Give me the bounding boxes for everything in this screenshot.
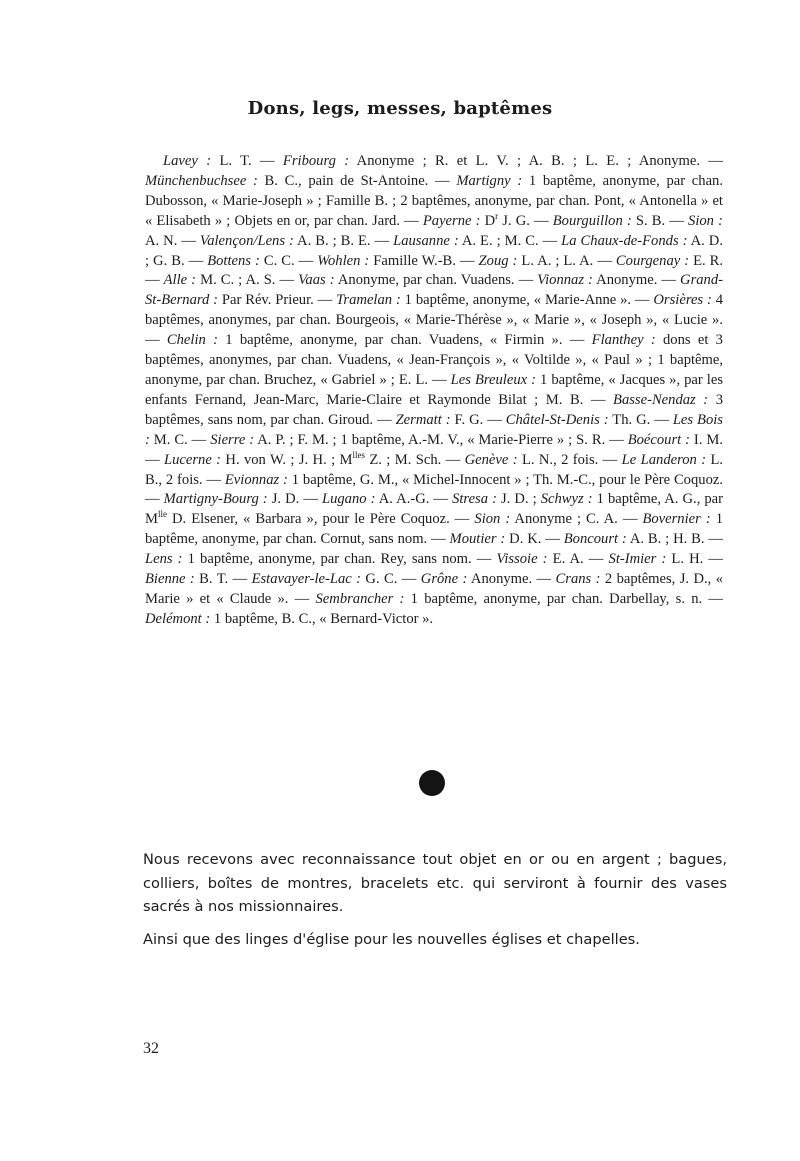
donation-entry bbox=[564, 531, 723, 547]
entry-text: A. E. ; M. C. — bbox=[458, 232, 562, 249]
entry-text: Th. G. — bbox=[608, 411, 673, 428]
entry-text: 1 baptême, « Jacques », par les enfants Fernand, Jean-Marc, Marie-Claire et Raymonde Bilat ; M. B. — bbox=[145, 371, 724, 408]
donation-entry bbox=[200, 233, 393, 249]
entry-place: Genève : bbox=[464, 451, 518, 468]
entry-place: Estavayer-le-Lac : bbox=[251, 571, 362, 588]
entry-place: Stresa : bbox=[452, 491, 497, 508]
donation-entry bbox=[450, 531, 564, 547]
entry-text: Anonyme ; C. A. — bbox=[510, 511, 643, 528]
entry-place: Wohlen : bbox=[317, 252, 370, 269]
donation-entry bbox=[145, 571, 252, 587]
entry-place: Martigny-Bourg : bbox=[163, 491, 268, 508]
entry-place: Grand-St-Bernard : bbox=[145, 272, 724, 309]
donation-entry bbox=[465, 452, 622, 468]
entry-text: J. G. — bbox=[498, 212, 553, 229]
donation-entry bbox=[145, 173, 456, 189]
entry-place: Alle : bbox=[163, 272, 197, 289]
entry-place: Evionnaz : bbox=[224, 471, 288, 488]
entry-place: Vaas : bbox=[298, 272, 335, 289]
entry-text: Anonyme ; R. et L. V. ; A. B. ; L. E. ; Anonyme. — bbox=[349, 153, 723, 169]
entry-place: Delémont : bbox=[145, 610, 211, 627]
entry-place: Courgenay : bbox=[615, 252, 690, 269]
entry-text: A. B. ; B. E. — bbox=[293, 232, 394, 249]
entry-text: I. M. — bbox=[145, 431, 723, 468]
entry-place: Zermatt : bbox=[395, 411, 451, 428]
entry-place: Sembrancher : bbox=[315, 590, 405, 607]
entry-place: Fribourg : bbox=[282, 153, 350, 169]
entry-text: M. C. — bbox=[149, 431, 211, 448]
entry-place: Vissoie : bbox=[496, 551, 548, 568]
entry-text: A. D. ; G. B. — bbox=[145, 232, 723, 269]
entry-text: 2 baptêmes, J. D., « Marie » et « Claude ». — bbox=[145, 571, 723, 607]
entry-text: B. C., pain de St-Antoine. — bbox=[257, 172, 457, 189]
entry-text: Famille W.-B. — bbox=[369, 252, 479, 269]
entry-text: D. Elsener, « Barbara », pour le Père Coquoz. — bbox=[166, 511, 475, 528]
entry-place: Boncourt : bbox=[563, 531, 627, 548]
donation-entry bbox=[474, 511, 642, 527]
entry-text: A. P. ; F. M. ; 1 baptême, A.-M. V., « Marie-Pierre » ; S. R. — bbox=[254, 431, 628, 448]
entry-place: Bovernier : bbox=[642, 511, 711, 528]
entry-text: E. R. — bbox=[145, 252, 724, 289]
donation-entry bbox=[497, 551, 609, 567]
entry-superscript: lles bbox=[352, 449, 365, 460]
entry-place: Tramelan : bbox=[336, 292, 401, 309]
entry-text: C. C. — bbox=[259, 252, 318, 269]
entry-text: 4 baptêmes, anonymes, par chan. Bourgeois, « Marie-Thérèse », « Marie », « Joseph », « Lucie ». — bbox=[145, 292, 724, 349]
entry-place: Lavey : bbox=[163, 153, 212, 169]
entry-text: J. D. ; bbox=[496, 491, 541, 508]
donation-entry bbox=[452, 491, 541, 507]
appeal-paragraph-2: Ainsi que des linges d'église pour les nouvelles églises et chapelles. bbox=[143, 931, 640, 948]
entry-text: B. T. — bbox=[194, 571, 252, 588]
entry-text: D. K. — bbox=[505, 531, 564, 548]
entry-text: 1 baptême, anonyme, par chan. Rey, sans nom. — bbox=[182, 551, 497, 568]
donation-entry bbox=[298, 272, 537, 288]
donation-entry bbox=[164, 272, 299, 288]
entry-place: Lens : bbox=[145, 551, 183, 568]
entry-text: Par Rév. Prieur. — bbox=[218, 292, 337, 309]
entry-text: F. G. — bbox=[450, 411, 506, 428]
entry-place: Payerne : bbox=[422, 212, 481, 229]
donation-entry bbox=[506, 412, 673, 428]
donation-entry bbox=[537, 272, 680, 288]
entry-text: A. N. — bbox=[145, 232, 200, 249]
entry-text: 1 baptême, anonyme, par chan. Dubosson, « Marie-Joseph » ; Famille B. ; 2 baptêmes, anonyme, par chan. Pont, « Antonella » et « Elisabeth » ; Objets en or, par chan. Jard. — bbox=[145, 172, 723, 229]
entry-text: 3 baptêmes, sans nom, par chan. Giroud. — bbox=[145, 391, 723, 428]
donation-entry bbox=[252, 571, 421, 587]
entry-place: St-Imier : bbox=[608, 551, 667, 568]
entry-place: Grône : bbox=[420, 571, 468, 588]
donation-entry bbox=[163, 449, 465, 468]
entry-text: L. N., 2 fois. — bbox=[517, 451, 622, 468]
entry-place: Münchenbuchsee : bbox=[145, 172, 258, 189]
donation-entry bbox=[317, 253, 478, 269]
entry-text: S. B. — bbox=[631, 212, 689, 229]
entry-place: Lausanne : bbox=[393, 232, 459, 249]
entry-place: Moutier : bbox=[449, 531, 506, 548]
entry-text: 1 baptême, anonyme, par chan. Vuadens, « Firmin ». — bbox=[217, 332, 592, 349]
entry-place: Lucerne : bbox=[163, 451, 222, 468]
entry-text: Anonyme, par chan. Vuadens. — bbox=[334, 272, 538, 289]
entry-place: Sion : bbox=[688, 212, 723, 229]
appeal-paragraph-1: Nous recevons avec reconnaissance tout objet en or ou en argent ; bagues, colliers, boîtes de montres, bracelets etc. qui serviront à fournir des vases sacrés à nos missionnaires. bbox=[143, 851, 727, 915]
donation-entry bbox=[207, 253, 317, 269]
entry-place: Boécourt : bbox=[627, 431, 690, 448]
donation-entry bbox=[322, 491, 452, 507]
entry-superscript: r bbox=[495, 210, 499, 221]
entry-place: Schwyz : bbox=[540, 491, 593, 508]
donation-entry bbox=[421, 571, 556, 587]
donation-entry bbox=[163, 153, 283, 169]
donation-entry bbox=[553, 213, 688, 229]
donation-entry bbox=[210, 432, 627, 448]
donation-entry bbox=[316, 591, 724, 607]
entry-place: Chelin : bbox=[166, 332, 218, 349]
entry-place: Martigny : bbox=[456, 172, 523, 189]
entry-text: 1 baptême, G. M., « Michel-Innocent » ; Th. M.-C., pour le Père Coquoz. — bbox=[145, 471, 723, 508]
entry-text: L. T. — bbox=[211, 153, 283, 169]
donation-entry bbox=[283, 153, 723, 169]
entry-place: Bottens : bbox=[207, 252, 260, 269]
entry-text: E. A. — bbox=[547, 551, 609, 568]
entry-place: Les Breuleux : bbox=[450, 371, 536, 388]
entry-superscript: lle bbox=[157, 509, 167, 520]
donation-entry bbox=[422, 210, 553, 229]
entry-text: Z. ; M. Sch. — bbox=[365, 451, 465, 468]
entry-place: Zoug : bbox=[478, 252, 518, 269]
entry-text: L. H. — bbox=[666, 551, 723, 568]
entry-text: 1 baptême, anonyme, « Marie-Anne ». — bbox=[400, 292, 654, 309]
entry-place: Flanthey : bbox=[591, 332, 656, 349]
donation-entry bbox=[396, 412, 506, 428]
entry-place: Les Bois : bbox=[145, 411, 723, 448]
donations-list bbox=[145, 152, 723, 630]
entry-place: Châtel-St-Denis : bbox=[505, 411, 609, 428]
entry-text: 1 baptême, B. C., « Bernard-Victor ». bbox=[210, 610, 434, 627]
entry-place: Crans : bbox=[555, 571, 601, 588]
entry-place: Bienne : bbox=[145, 571, 195, 588]
entry-text: D bbox=[480, 212, 496, 229]
entry-place: Lugano : bbox=[321, 491, 376, 508]
entry-text: L. A. ; L. A. — bbox=[517, 252, 616, 269]
entry-place: Le Landeron : bbox=[621, 451, 707, 468]
donation-entry bbox=[145, 551, 497, 567]
entry-place: Sierre : bbox=[210, 431, 255, 448]
entry-text: M. C. ; A. S. — bbox=[196, 272, 299, 289]
donation-entry bbox=[393, 233, 561, 249]
entry-text: dons et 3 baptêmes, anonymes, par chan. Vuadens, « Jean-François », « Voltilde », « Paul » ; 1 baptême, anonyme, par chan. Bruchez, « Gabriel » ; E. L. — bbox=[145, 332, 723, 388]
entry-text: 1 baptême, anonyme, par chan. Darbellay, s. n. — bbox=[404, 590, 723, 607]
entry-text: Anonyme. — bbox=[467, 571, 556, 588]
entry-text: 1 baptême, anonyme, par chan. Cornut, sans nom. — bbox=[145, 511, 723, 548]
donation-entry bbox=[609, 551, 723, 567]
entry-text: A. A.-G. — bbox=[375, 491, 453, 508]
donation-entry bbox=[145, 611, 433, 627]
entry-place: La Chaux-de-Fonds : bbox=[561, 232, 688, 249]
page-number: 32 bbox=[143, 1040, 159, 1057]
entry-place: Vionnaz : bbox=[537, 272, 593, 289]
entry-text: 1 baptême, A. G., par M bbox=[145, 491, 724, 528]
donation-entry bbox=[167, 332, 592, 348]
entry-text: Anonyme. — bbox=[592, 272, 681, 289]
entry-text: A. B. ; H. B. — bbox=[626, 531, 723, 548]
entry-place: Valençon/Lens : bbox=[199, 232, 294, 249]
page-title: Dons, legs, messes, baptêmes bbox=[247, 98, 553, 119]
entry-text: L. B., 2 fois. — bbox=[145, 451, 724, 488]
donation-entry bbox=[479, 253, 616, 269]
entry-place: Orsières : bbox=[653, 292, 712, 309]
entry-text: J. D. — bbox=[267, 491, 322, 508]
entry-place: Bourguillon : bbox=[552, 212, 632, 229]
bullet-ornament-icon bbox=[419, 770, 445, 796]
donation-entry bbox=[336, 292, 653, 308]
entry-text: H. von W. ; J. H. ; M bbox=[221, 451, 353, 468]
entry-place: Basse-Nendaz : bbox=[613, 391, 709, 408]
entry-place: Sion : bbox=[474, 511, 511, 528]
donation-entry bbox=[164, 491, 322, 507]
entry-text: G. C. — bbox=[361, 571, 421, 588]
